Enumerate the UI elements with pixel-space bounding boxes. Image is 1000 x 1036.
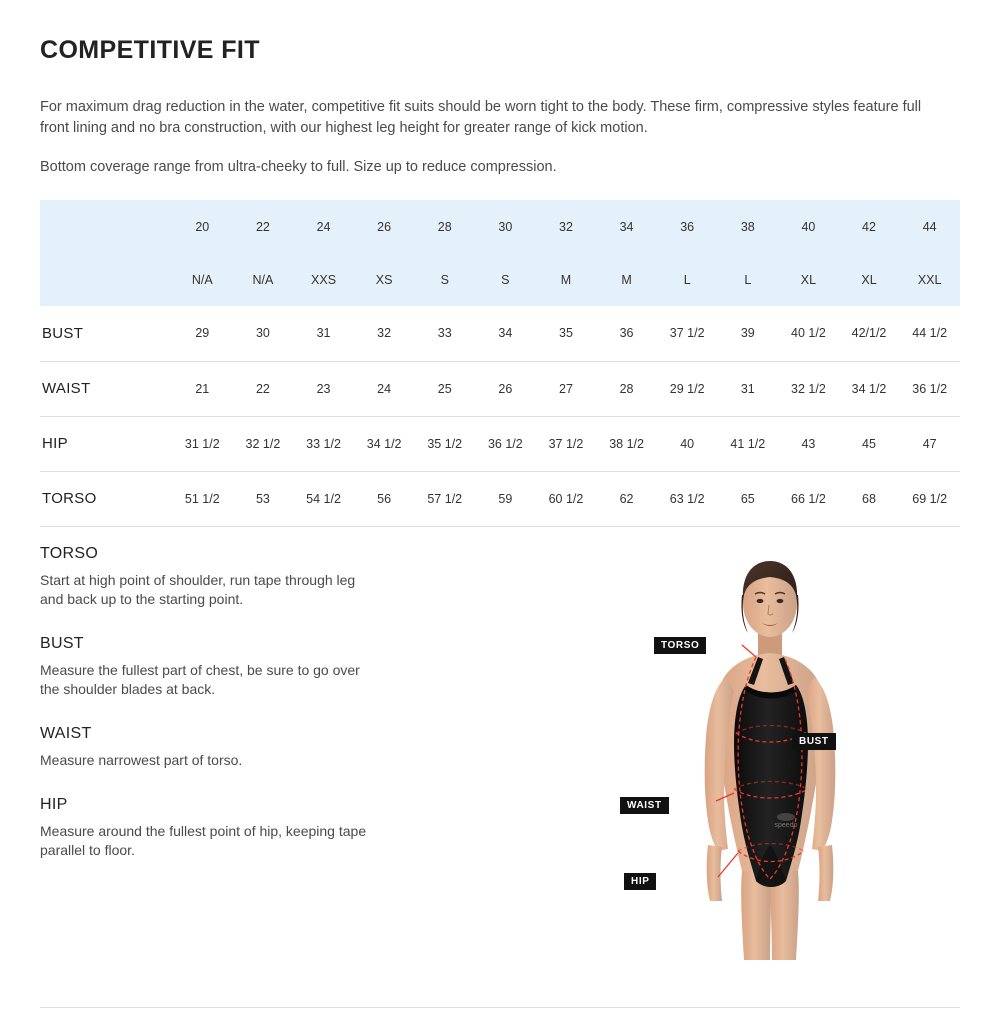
cell-waist-20: 21 (172, 361, 233, 416)
footer-divider (40, 1007, 960, 1008)
size-alpha-11: XL (839, 254, 900, 306)
size-numeric-40: 40 (778, 200, 839, 254)
size-alpha-10: XL (778, 254, 839, 306)
size-alpha-8: L (657, 254, 718, 306)
cell-waist-26: 24 (354, 361, 415, 416)
cell-waist-28: 25 (414, 361, 475, 416)
cell-hip-36: 40 (657, 416, 718, 471)
size-chart-table (40, 200, 960, 527)
row-label-hip: HIP (40, 416, 172, 471)
cell-bust-38: 39 (717, 306, 778, 361)
size-numeric-28: 28 (414, 200, 475, 254)
cell-bust-26: 32 (354, 306, 415, 361)
cell-torso-32: 60 1/2 (536, 471, 597, 526)
cell-hip-38: 41 1/2 (717, 416, 778, 471)
size-numeric-22: 22 (233, 200, 294, 254)
cell-hip-24: 33 1/2 (293, 416, 354, 471)
cell-bust-30: 34 (475, 306, 536, 361)
model-illustration (630, 545, 930, 960)
size-alpha-1: N/A (233, 254, 294, 306)
measure-title-hip: HIP (40, 795, 68, 813)
size-alpha-12: XXL (899, 254, 960, 306)
cell-waist-40: 32 1/2 (778, 361, 839, 416)
size-numeric-34: 34 (596, 200, 657, 254)
cell-torso-28: 57 1/2 (414, 471, 475, 526)
row-label-waist: WAIST (40, 361, 172, 416)
table-row (40, 416, 960, 471)
size-numeric-26: 26 (354, 200, 415, 254)
cell-waist-36: 29 1/2 (657, 361, 718, 416)
svg-text:speedo: speedo (774, 821, 798, 829)
size-numeric-24: 24 (293, 200, 354, 254)
cell-torso-36: 63 1/2 (657, 471, 718, 526)
size-alpha-9: L (717, 254, 778, 306)
size-numeric-44: 44 (899, 200, 960, 254)
row-label-bust: BUST (40, 306, 172, 361)
table-row (40, 306, 960, 361)
cell-torso-30: 59 (475, 471, 536, 526)
table-row (40, 361, 960, 416)
size-numeric-38: 38 (717, 200, 778, 254)
size-alpha-0: N/A (172, 254, 233, 306)
measurement-instructions (40, 545, 460, 860)
measure-text-bust: Measure the fullest part of chest, be sure to go over the shoulder blades at back. (40, 661, 360, 697)
cell-bust-24: 31 (293, 306, 354, 361)
cell-torso-34: 62 (596, 471, 657, 526)
cell-bust-32: 35 (536, 306, 597, 361)
size-guide-page (0, 36, 1000, 1036)
model-figure (570, 545, 970, 960)
table-header-numeric (40, 200, 960, 254)
cell-waist-42: 34 1/2 (839, 361, 900, 416)
tag-bust: BUST (792, 733, 836, 750)
cell-bust-44: 44 1/2 (899, 306, 960, 361)
size-numeric-20: 20 (172, 200, 233, 254)
cell-torso-42: 68 (839, 471, 900, 526)
cell-torso-22: 53 (233, 471, 294, 526)
cell-torso-40: 66 1/2 (778, 471, 839, 526)
coverage-note: Bottom coverage range from ultra-cheeky to full. Size up to reduce compression. (40, 159, 557, 175)
cell-hip-32: 37 1/2 (536, 416, 597, 471)
size-alpha-4: S (414, 254, 475, 306)
cell-hip-30: 36 1/2 (475, 416, 536, 471)
tag-hip: HIP (624, 873, 656, 890)
size-numeric-42: 42 (839, 200, 900, 254)
measure-text-hip: Measure around the fullest point of hip, keeping tape parallel to floor. (40, 822, 367, 858)
size-alpha-5: S (475, 254, 536, 306)
cell-waist-32: 27 (536, 361, 597, 416)
size-numeric-32: 32 (536, 200, 597, 254)
size-numeric-30: 30 (475, 200, 536, 254)
measure-title-torso: TORSO (40, 544, 99, 562)
cell-waist-44: 36 1/2 (899, 361, 960, 416)
table-row (40, 471, 960, 526)
cell-waist-30: 26 (475, 361, 536, 416)
size-alpha-7: M (596, 254, 657, 306)
cell-waist-34: 28 (596, 361, 657, 416)
cell-hip-28: 35 1/2 (414, 416, 475, 471)
size-alpha-3: XS (354, 254, 415, 306)
table-header-alpha (40, 254, 960, 306)
cell-hip-22: 32 1/2 (233, 416, 294, 471)
cell-bust-22: 30 (233, 306, 294, 361)
measure-title-bust: BUST (40, 634, 84, 652)
measure-text-waist: Measure narrowest part of torso. (40, 751, 243, 768)
cell-torso-26: 56 (354, 471, 415, 526)
cell-waist-22: 22 (233, 361, 294, 416)
row-label-torso: TORSO (40, 471, 172, 526)
size-alpha-2: XXS (293, 254, 354, 306)
numeric-row-label (40, 200, 172, 254)
cell-waist-24: 23 (293, 361, 354, 416)
cell-hip-44: 47 (899, 416, 960, 471)
size-numeric-36: 36 (657, 200, 718, 254)
alpha-row-label (40, 254, 172, 306)
cell-torso-24: 54 1/2 (293, 471, 354, 526)
cell-bust-34: 36 (596, 306, 657, 361)
cell-hip-20: 31 1/2 (172, 416, 233, 471)
cell-bust-36: 37 1/2 (657, 306, 718, 361)
cell-torso-20: 51 1/2 (172, 471, 233, 526)
intro-paragraph: For maximum drag reduction in the water, competitive fit suits should be worn tight to the body. These firm, compressive styles feature full front lining and no bra construction, with our highest leg height for greater range of kick motion. (40, 99, 922, 136)
tag-torso: TORSO (654, 637, 706, 654)
cell-hip-42: 45 (839, 416, 900, 471)
cell-hip-26: 34 1/2 (354, 416, 415, 471)
page-title: COMPETITIVE FIT (40, 36, 260, 64)
cell-torso-38: 65 (717, 471, 778, 526)
cell-hip-34: 38 1/2 (596, 416, 657, 471)
measure-title-waist: WAIST (40, 724, 92, 742)
cell-waist-38: 31 (717, 361, 778, 416)
lower-section (40, 545, 960, 965)
cell-bust-40: 40 1/2 (778, 306, 839, 361)
measure-text-torso: Start at high point of shoulder, run tape through leg and back up to the starting point. (40, 571, 356, 607)
cell-torso-44: 69 1/2 (899, 471, 960, 526)
cell-hip-40: 43 (778, 416, 839, 471)
tag-waist: WAIST (620, 797, 669, 814)
cell-bust-20: 29 (172, 306, 233, 361)
size-alpha-6: M (536, 254, 597, 306)
cell-bust-28: 33 (414, 306, 475, 361)
cell-bust-42: 42/1/2 (839, 306, 900, 361)
